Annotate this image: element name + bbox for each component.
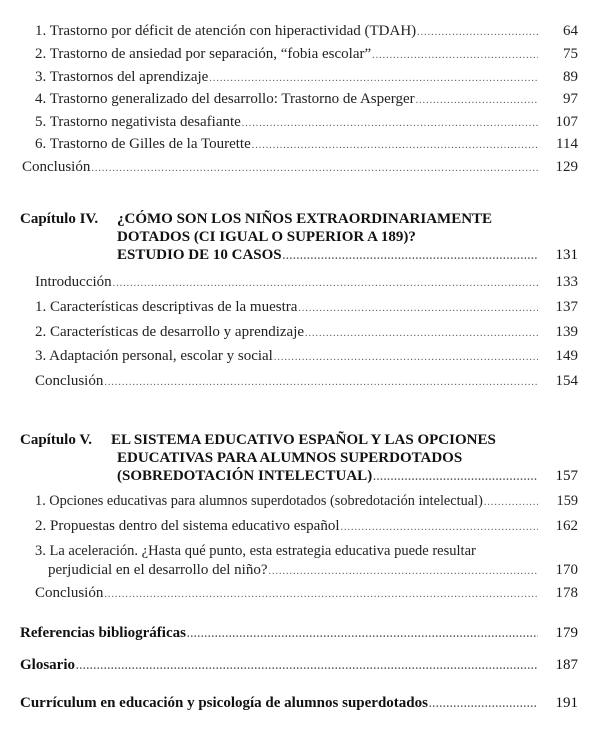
toc-entry[interactable] bbox=[35, 492, 578, 511]
page-number: 179 bbox=[555, 625, 578, 641]
entry-title: 1. Trastorno por déficit de atención con hiperactividad (TDAH) bbox=[35, 23, 417, 39]
page-number: 139 bbox=[555, 324, 578, 340]
page-number: 178 bbox=[555, 585, 578, 601]
entry-title: 4. Trastorno generalizado del desarrollo: Trastorno de Asperger bbox=[35, 91, 415, 107]
dot-leader bbox=[298, 299, 538, 318]
toc-entry[interactable] bbox=[20, 656, 578, 675]
entry-title: 2. Propuestas dentro del sistema educativo español bbox=[35, 518, 340, 534]
dot-leader bbox=[91, 159, 538, 178]
page-number: 75 bbox=[563, 46, 578, 62]
dot-leader bbox=[104, 373, 538, 392]
entry-title: Currículum en educación y psicología de alumnos superdotados bbox=[20, 695, 428, 711]
entry-title: 1. Opciones educativas para alumnos superdotados (sobredotación intelectual) bbox=[35, 493, 483, 509]
entry-title: 6. Trastorno de Gilles de la Tourette bbox=[35, 136, 251, 152]
dot-leader bbox=[76, 657, 538, 676]
page-number: 131 bbox=[555, 247, 578, 263]
page-number: 191 bbox=[555, 695, 578, 711]
toc-entry[interactable] bbox=[20, 624, 578, 643]
toc-entry[interactable] bbox=[35, 347, 578, 366]
chapter-label: Capítulo IV. bbox=[20, 211, 99, 227]
entry-title: Conclusión bbox=[35, 373, 104, 389]
toc-entry[interactable] bbox=[35, 273, 578, 292]
entry-title-line: 3. La aceleración. ¿Hasta qué punto, esta estrategia educativa puede resultar bbox=[35, 543, 476, 559]
dot-leader bbox=[416, 91, 538, 110]
page-number: 107 bbox=[555, 114, 578, 130]
chapter-title-line: EDUCATIVAS PARA ALUMNOS SUPERDOTADOS bbox=[117, 450, 463, 466]
entry-title: 5. Trastorno negativista desafiante bbox=[35, 114, 241, 130]
page-number: 187 bbox=[555, 657, 578, 673]
dot-leader bbox=[209, 69, 538, 88]
page-number: 97 bbox=[563, 91, 578, 107]
entry-title: 3. Adaptación personal, escolar y social bbox=[35, 348, 273, 364]
toc-entry[interactable] bbox=[35, 68, 578, 87]
page-number: 149 bbox=[555, 348, 578, 364]
page-number: 129 bbox=[555, 159, 578, 175]
dot-leader bbox=[187, 625, 538, 644]
page-number: 157 bbox=[555, 468, 578, 484]
dot-leader bbox=[104, 585, 538, 604]
page-number: 170 bbox=[555, 562, 578, 578]
page-number: 114 bbox=[556, 136, 578, 152]
page-number: 64 bbox=[563, 23, 578, 39]
dot-leader bbox=[305, 324, 538, 343]
entry-title: perjudicial en el desarrollo del niño? bbox=[48, 562, 268, 578]
toc-entry[interactable] bbox=[35, 45, 578, 64]
chapter-title-line: ¿CÓMO SON LOS NIÑOS EXTRAORDINARIAMENTE bbox=[117, 211, 493, 227]
entry-title: Introducción bbox=[35, 274, 112, 290]
chapter-entry[interactable] bbox=[117, 467, 578, 486]
page-number: 133 bbox=[555, 274, 578, 290]
toc-entry[interactable] bbox=[35, 135, 578, 154]
page-number: 159 bbox=[556, 493, 578, 509]
toc-entry[interactable] bbox=[48, 561, 578, 580]
toc-entry[interactable] bbox=[35, 517, 578, 536]
dot-leader bbox=[252, 136, 538, 155]
chapter-title-line: DOTADOS (CI IGUAL O SUPERIOR A 189)? bbox=[117, 229, 416, 245]
toc-entry[interactable] bbox=[20, 694, 578, 713]
entry-title: 2. Características de desarrollo y aprendizaje bbox=[35, 324, 305, 340]
chapter-title-line: ESTUDIO DE 10 CASOS bbox=[117, 247, 282, 263]
toc-entry[interactable] bbox=[35, 584, 578, 603]
toc-entry[interactable] bbox=[35, 90, 578, 109]
toc-entry[interactable] bbox=[22, 158, 578, 177]
toc-entry[interactable] bbox=[35, 372, 578, 391]
toc-entry[interactable] bbox=[35, 113, 578, 132]
chapter-label: Capítulo V. bbox=[20, 432, 92, 448]
chapter-title-line: EL SISTEMA EDUCATIVO ESPAÑOL Y LAS OPCIONES bbox=[111, 432, 496, 448]
entry-title: Conclusión bbox=[22, 159, 91, 175]
dot-leader bbox=[341, 518, 538, 537]
chapter-entry[interactable] bbox=[117, 246, 578, 265]
dot-leader bbox=[429, 695, 538, 714]
page-number: 137 bbox=[555, 299, 578, 315]
entry-title: Referencias bibliográficas bbox=[20, 625, 186, 641]
entry-title: 3. Trastornos del aprendizaje bbox=[35, 69, 209, 85]
toc-entry[interactable] bbox=[35, 323, 578, 342]
entry-title: 2. Trastorno de ansiedad por separación, “fobia escolar” bbox=[35, 46, 372, 62]
chapter-title-line: (SOBREDOTACIÓN INTELECTUAL) bbox=[117, 468, 373, 484]
page-number: 89 bbox=[563, 69, 578, 85]
entry-title: Glosario bbox=[20, 657, 75, 673]
dot-leader bbox=[242, 114, 538, 133]
dot-leader bbox=[283, 247, 538, 266]
toc-entry[interactable] bbox=[35, 22, 578, 41]
dot-leader bbox=[372, 46, 538, 65]
entry-title: 1. Características descriptivas de la muestra bbox=[35, 299, 298, 315]
dot-leader bbox=[274, 348, 538, 367]
dot-leader bbox=[113, 274, 538, 293]
toc-entry[interactable] bbox=[35, 298, 578, 317]
dot-leader bbox=[484, 493, 538, 512]
dot-leader bbox=[373, 468, 538, 487]
entry-title: Conclusión bbox=[35, 585, 104, 601]
page-number: 154 bbox=[555, 373, 578, 389]
page-number: 162 bbox=[555, 518, 578, 534]
dot-leader bbox=[417, 23, 538, 42]
dot-leader bbox=[269, 562, 539, 581]
